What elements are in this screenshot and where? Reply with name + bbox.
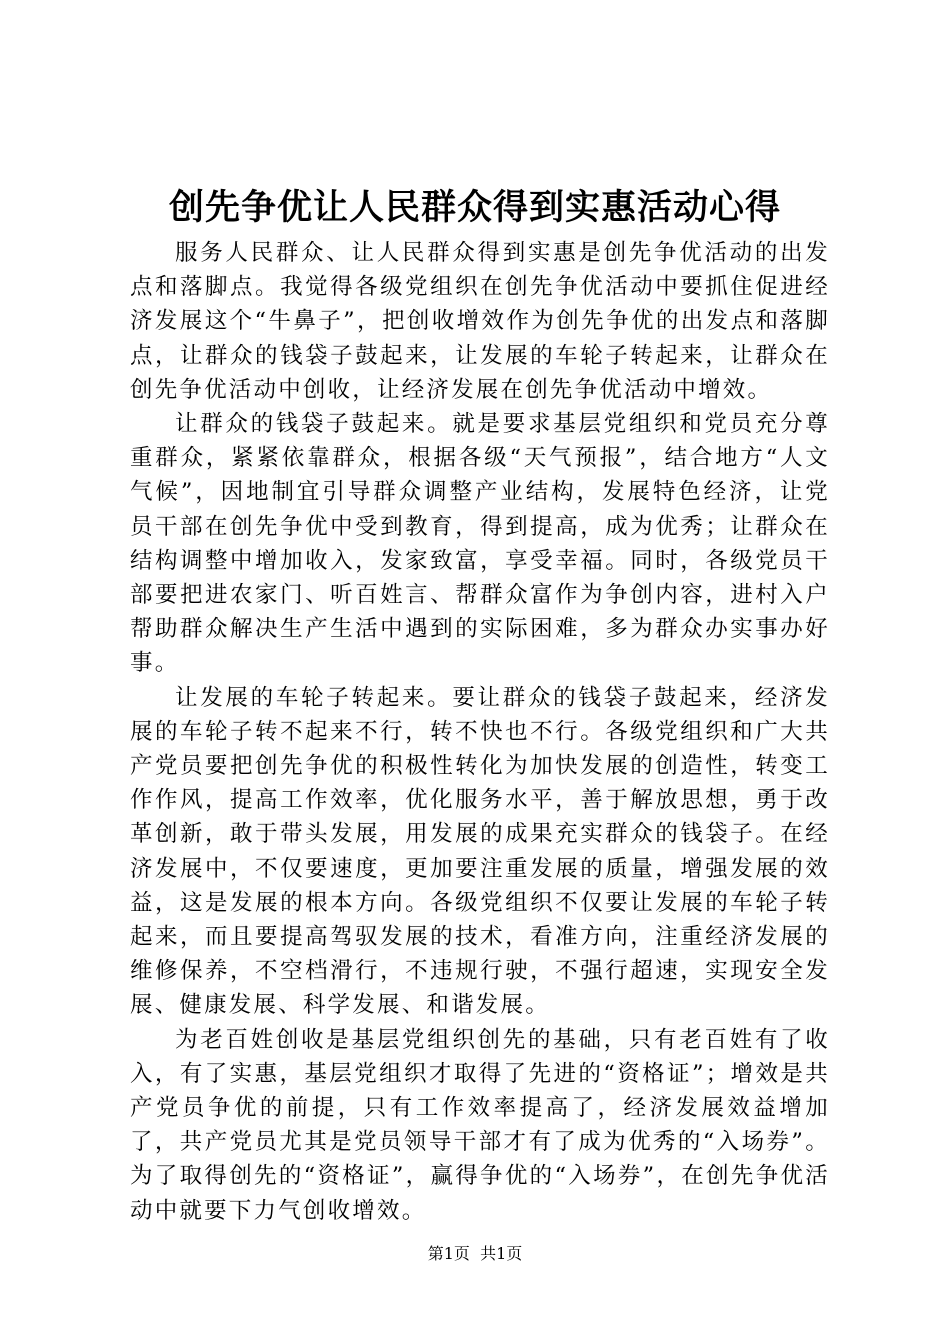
document-body <box>130 236 830 1228</box>
document-title: 创先争优让人民群众得到实惠活动心得 <box>168 187 781 228</box>
paragraph: 让群众的钱袋子鼓起来。就是要求基层党组织和党员充分尊重群众，紧紧依靠群众，根据各级“天气预报”，结合地方“人文气候”，因地制宜引导群众调整产业结构，发展特色经济，让党员干部在创先争优中受到教育，得到提高，成为优秀；让群众在结构调整中增加收入，发家致富，享受幸福。同时，各级党员干部要把进农家门、听百姓言、帮群众富作为争创内容，进村入户帮助群众解决生产生活中遇到的实际困难，多为群众办实事办好事。 <box>130 411 830 677</box>
paragraph: 为老百姓创收是基层党组织创先的基础，只有老百姓有了收入，有了实惠，基层党组织才取得了先进的“资格证”；增效是共产党员争优的前提，只有工作效率提高了，经济发展效益增加了，共产党员尤其是党员领导干部才有了成为优秀的“入场券”。为了取得创先的“资格证”，赢得争优的“入场券”，在创先争优活动中就要下力气创收增效。 <box>130 1026 830 1224</box>
paragraph: 让发展的车轮子转起来。要让群众的钱袋子鼓起来，经济发展的车轮子转不起来不行，转不快也不行。各级党组织和广大共产党员要把创先争优的积极性转化为加快发展的创造性，转变工作作风，提高工作效率，优化服务水平，善于解放思想，勇于改革创新，敢于带头发展，用发展的成果充实群众的钱袋子。在经济发展中，不仅要速度，更加要注重发展的质量，增强发展的效益，这是发展的根本方向。各级党组织不仅要让发展的车轮子转起来，而且要提高驾驭发展的技术，看准方向，注重经济发展的维修保养，不空档滑行，不违规行驶，不强行超速，实现安全发展、健康发展、科学发展、和谐发展。 <box>130 684 830 1019</box>
paragraph: 服务人民群众、让人民群众得到实惠是创先争优活动的出发点和落脚点。我觉得各级党组织在创先争优活动中要抓住促进经济发展这个“牛鼻子”，把创收增效作为创先争优的出发点和落脚点，让群众的钱袋子鼓起来，让发展的车轮子转起来，让群众在创先争优活动中创收，让经济发展在创先争优活动中增效。 <box>130 240 830 403</box>
page-footer <box>0 1242 950 1266</box>
page-number: 第1页 共1页 <box>427 1244 523 1263</box>
